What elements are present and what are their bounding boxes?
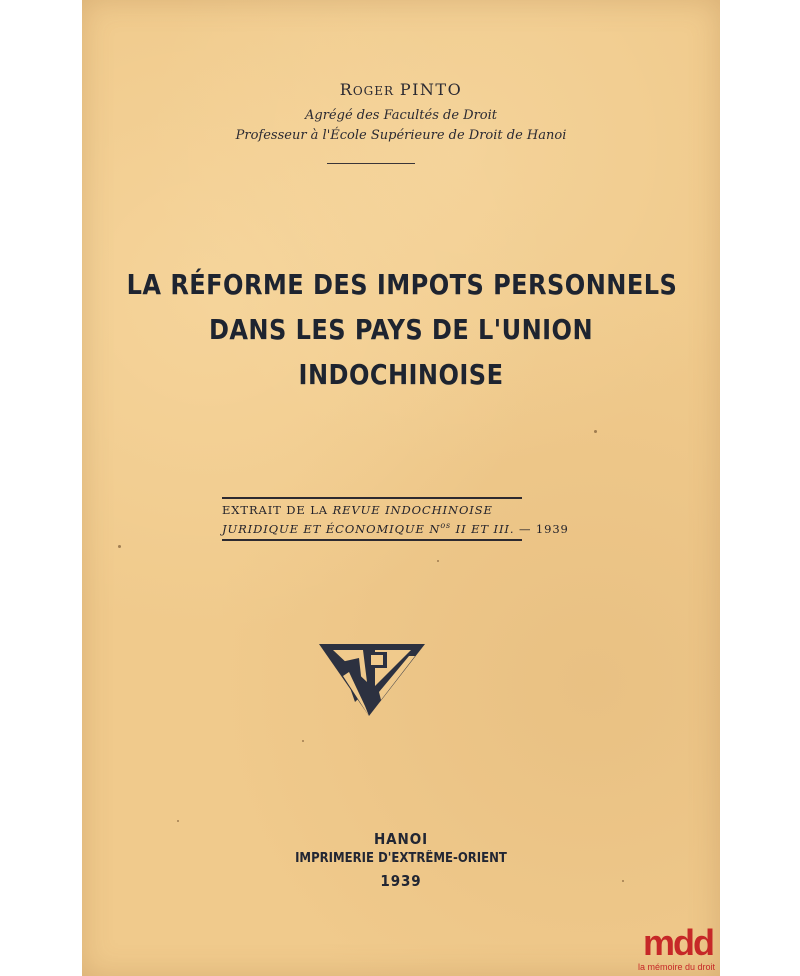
issue-numbers: II ET III. <box>455 521 515 536</box>
extract-line-1 <box>222 503 522 517</box>
journal-name-line-1: REVUE INDOCHINOISE <box>332 503 493 517</box>
paper-speck <box>437 560 439 562</box>
issue-number-sup: os <box>440 521 452 530</box>
author-first-rest: OGER <box>352 84 395 98</box>
brand-watermark: mdd <box>643 922 713 963</box>
paper-speck <box>594 430 597 433</box>
book-cover <box>82 0 720 976</box>
extract-prefix: EXTRAIT DE LA <box>222 503 328 517</box>
author-divider <box>327 163 415 164</box>
title-line-1: LA RÉFORME DES IMPOTS PERSONNELS <box>126 268 678 301</box>
author-name <box>82 80 720 99</box>
extract-year: — 1939 <box>518 521 569 536</box>
author-last-name: PINTO <box>399 80 463 99</box>
publisher-logo-icon <box>319 642 425 716</box>
publisher-year: 1939 <box>380 872 422 890</box>
author-title-line-1: Agrégé des Facultés de Droit <box>305 108 497 123</box>
brand-tagline: la mémoire du droit <box>638 962 716 972</box>
issue-number-label: N <box>429 521 441 536</box>
publisher-city: HANOI <box>373 830 429 848</box>
publisher-name: IMPRIMERIE D'EXTRÊME-ORIENT <box>295 851 507 866</box>
extract-line-2 <box>222 521 569 536</box>
author-title-line-2: Professeur à l'École Supérieure de Droit de Hanoi <box>235 128 567 143</box>
extract-bottom-rule <box>222 539 522 541</box>
journal-name-line-2: JURIDIQUE ET ÉCONOMIQUE <box>222 521 425 536</box>
paper-speck <box>177 820 179 822</box>
paper-speck <box>118 545 121 548</box>
extract-top-rule <box>222 497 522 499</box>
paper-speck <box>302 740 304 742</box>
author-first-initial: R <box>339 80 353 99</box>
title-line-3: INDOCHINOISE <box>298 358 504 391</box>
title-line-2: DANS LES PAYS DE L'UNION <box>208 313 594 346</box>
